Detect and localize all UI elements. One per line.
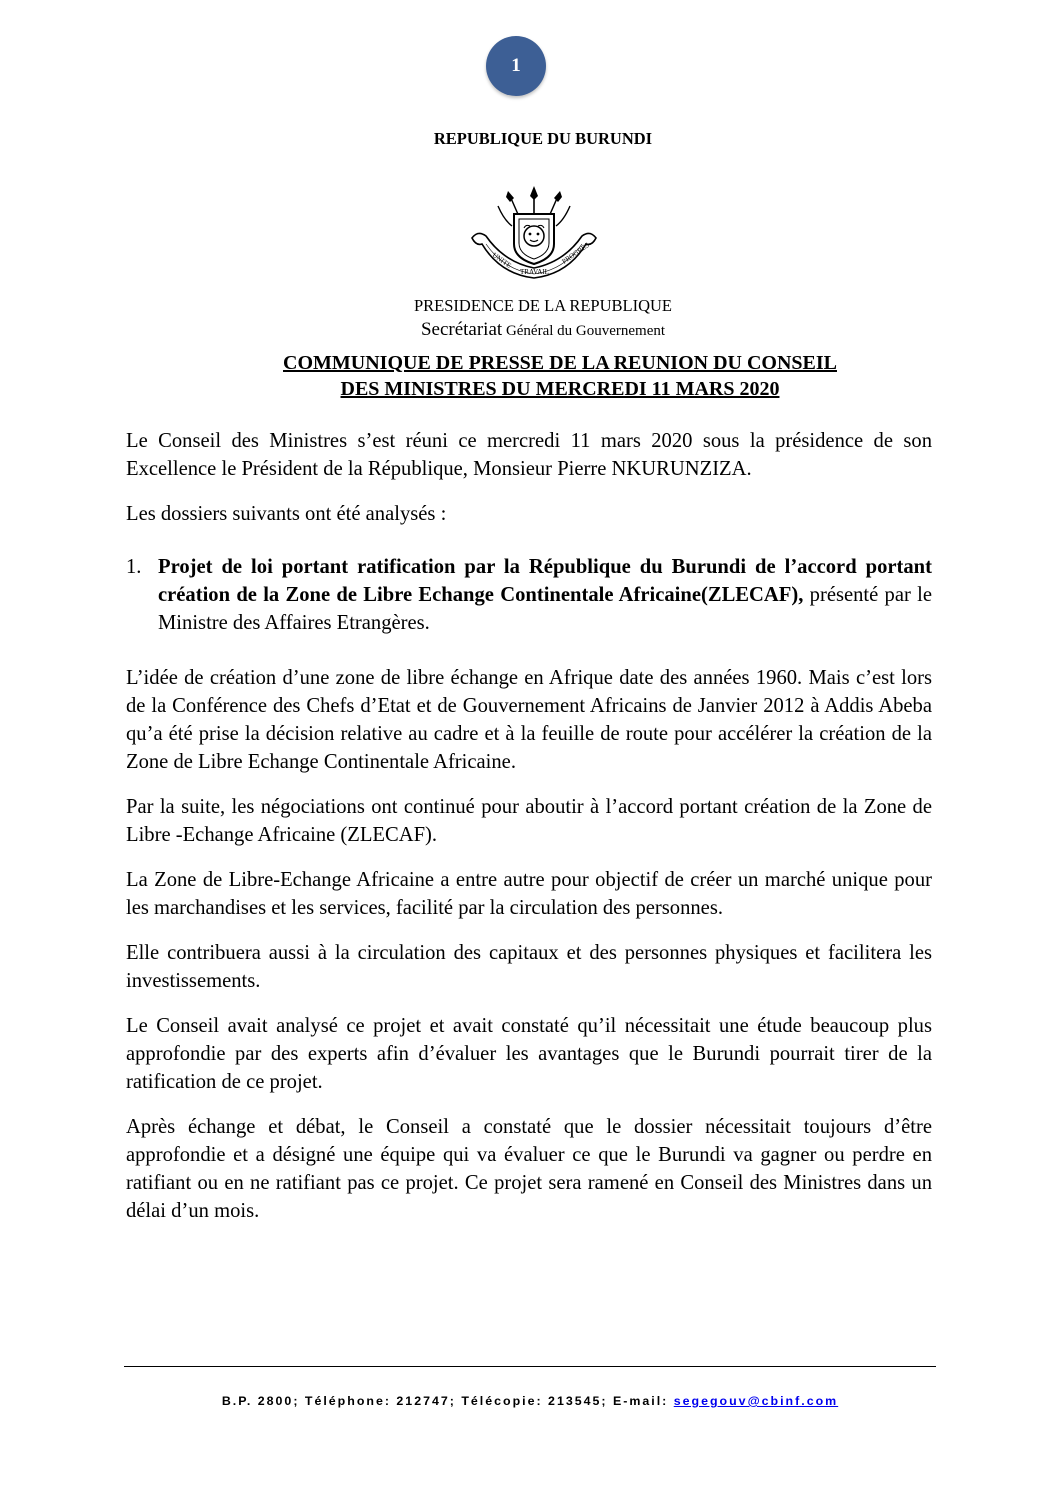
body-paragraph: Après échange et débat, le Conseil a constaté que le dossier nécessitait toujours d’être approfondie et a désigné une équipe qui va évaluer ce que le Burundi va gagner ou perdre en ratifiant ou en ne ratifiant pas ce projet. Ce projet sera ramené en Conseil des Ministres dans un délai d’un mois. (126, 1116, 932, 1222)
svg-text:TRAVAIL: TRAVAIL (520, 268, 549, 276)
agenda-item-number: 1. (126, 556, 142, 578)
agenda-item-text (158, 553, 932, 637)
republic-heading: REPUBLIQUE DU BURUNDI (433, 129, 653, 148)
agenda-item-presenter: présenté par le Ministre des Affaires Etrangères. (158, 584, 932, 634)
agenda-item-1 (126, 553, 932, 637)
body-paragraph: Par la suite, les négociations ont continué pour aboutir à l’accord portant création de la Zone de Libre -Echange Africaine (ZLECAF). (126, 796, 932, 846)
body-paragraph: L’idée de création d’une zone de libre échange en Afrique date des années 1960. Mais c’est lors de la Conférence des Chefs d’Etat et de Gouvernement Africains de Janvier 2012 à Addis Abeba qu’a été prise la décision relative au cadre et à la feuille de route pour accélérer la création de la Zone de Libre Echange Continentale Africaine. (126, 667, 932, 773)
body-paragraph: Elle contribuera aussi à la circulation des capitaux et des personnes physiques et facilitera les investissements. (126, 942, 932, 992)
secretariat-small-text: Général du Gouvernement (502, 323, 666, 339)
coat-of-arms-emblem (464, 186, 604, 282)
secretariat-big-text: Secrétariat (420, 319, 503, 340)
svg-text:UNITE: UNITE (490, 251, 513, 270)
footer-contact-text: B.P. 2800; Téléphone: 212747; Télécopie: 213545; E-mail: (221, 1394, 674, 1408)
press-release-title (160, 350, 960, 402)
svg-text:PROGRES: PROGRES (560, 241, 591, 266)
footer-email-link[interactable]: segegouv@cbinf.com (673, 1394, 839, 1408)
press-release-title-line2: DES MINISTRES DU MERCREDI 11 MARS 2020 (340, 378, 780, 400)
intro-paragraph: Le Conseil des Ministres s’est réuni ce mercredi 11 mars 2020 sous la présidence de son Excellence le Président de la République, Monsieur Pierre NKURUNZIZA. (126, 430, 932, 480)
body-paragraph: Le Conseil avait analysé ce projet et avait constaté qu’il nécessitait une étude beaucoup plus approfondie par des experts afin d’évaluer les avantages que le Burundi pourrait tirer de la ratification de ce projet. (126, 1015, 932, 1093)
secretariat-heading (0, 320, 1058, 339)
document-body (126, 427, 932, 1242)
page-number-badge: 1 (486, 36, 546, 96)
footer-contact (124, 1394, 936, 1408)
dossiers-paragraph: Les dossiers suivants ont été analysés : (126, 503, 447, 525)
body-paragraph: La Zone de Libre-Echange Africaine a entre autre pour objectif de créer un marché unique pour les marchandises et les services, facilité par la circulation des personnes. (126, 869, 932, 919)
press-release-title-line1: COMMUNIQUE DE PRESSE DE LA REUNION DU CONSEIL (283, 352, 837, 374)
agenda-item-title: Projet de loi portant ratification par la République du Burundi de l’accord portant création de la Zone de Libre Echange Continentale Africaine(ZLECAF), (158, 556, 932, 606)
footer-divider (124, 1366, 936, 1367)
presidence-heading: PRESIDENCE DE LA REPUBLIQUE (413, 296, 673, 315)
